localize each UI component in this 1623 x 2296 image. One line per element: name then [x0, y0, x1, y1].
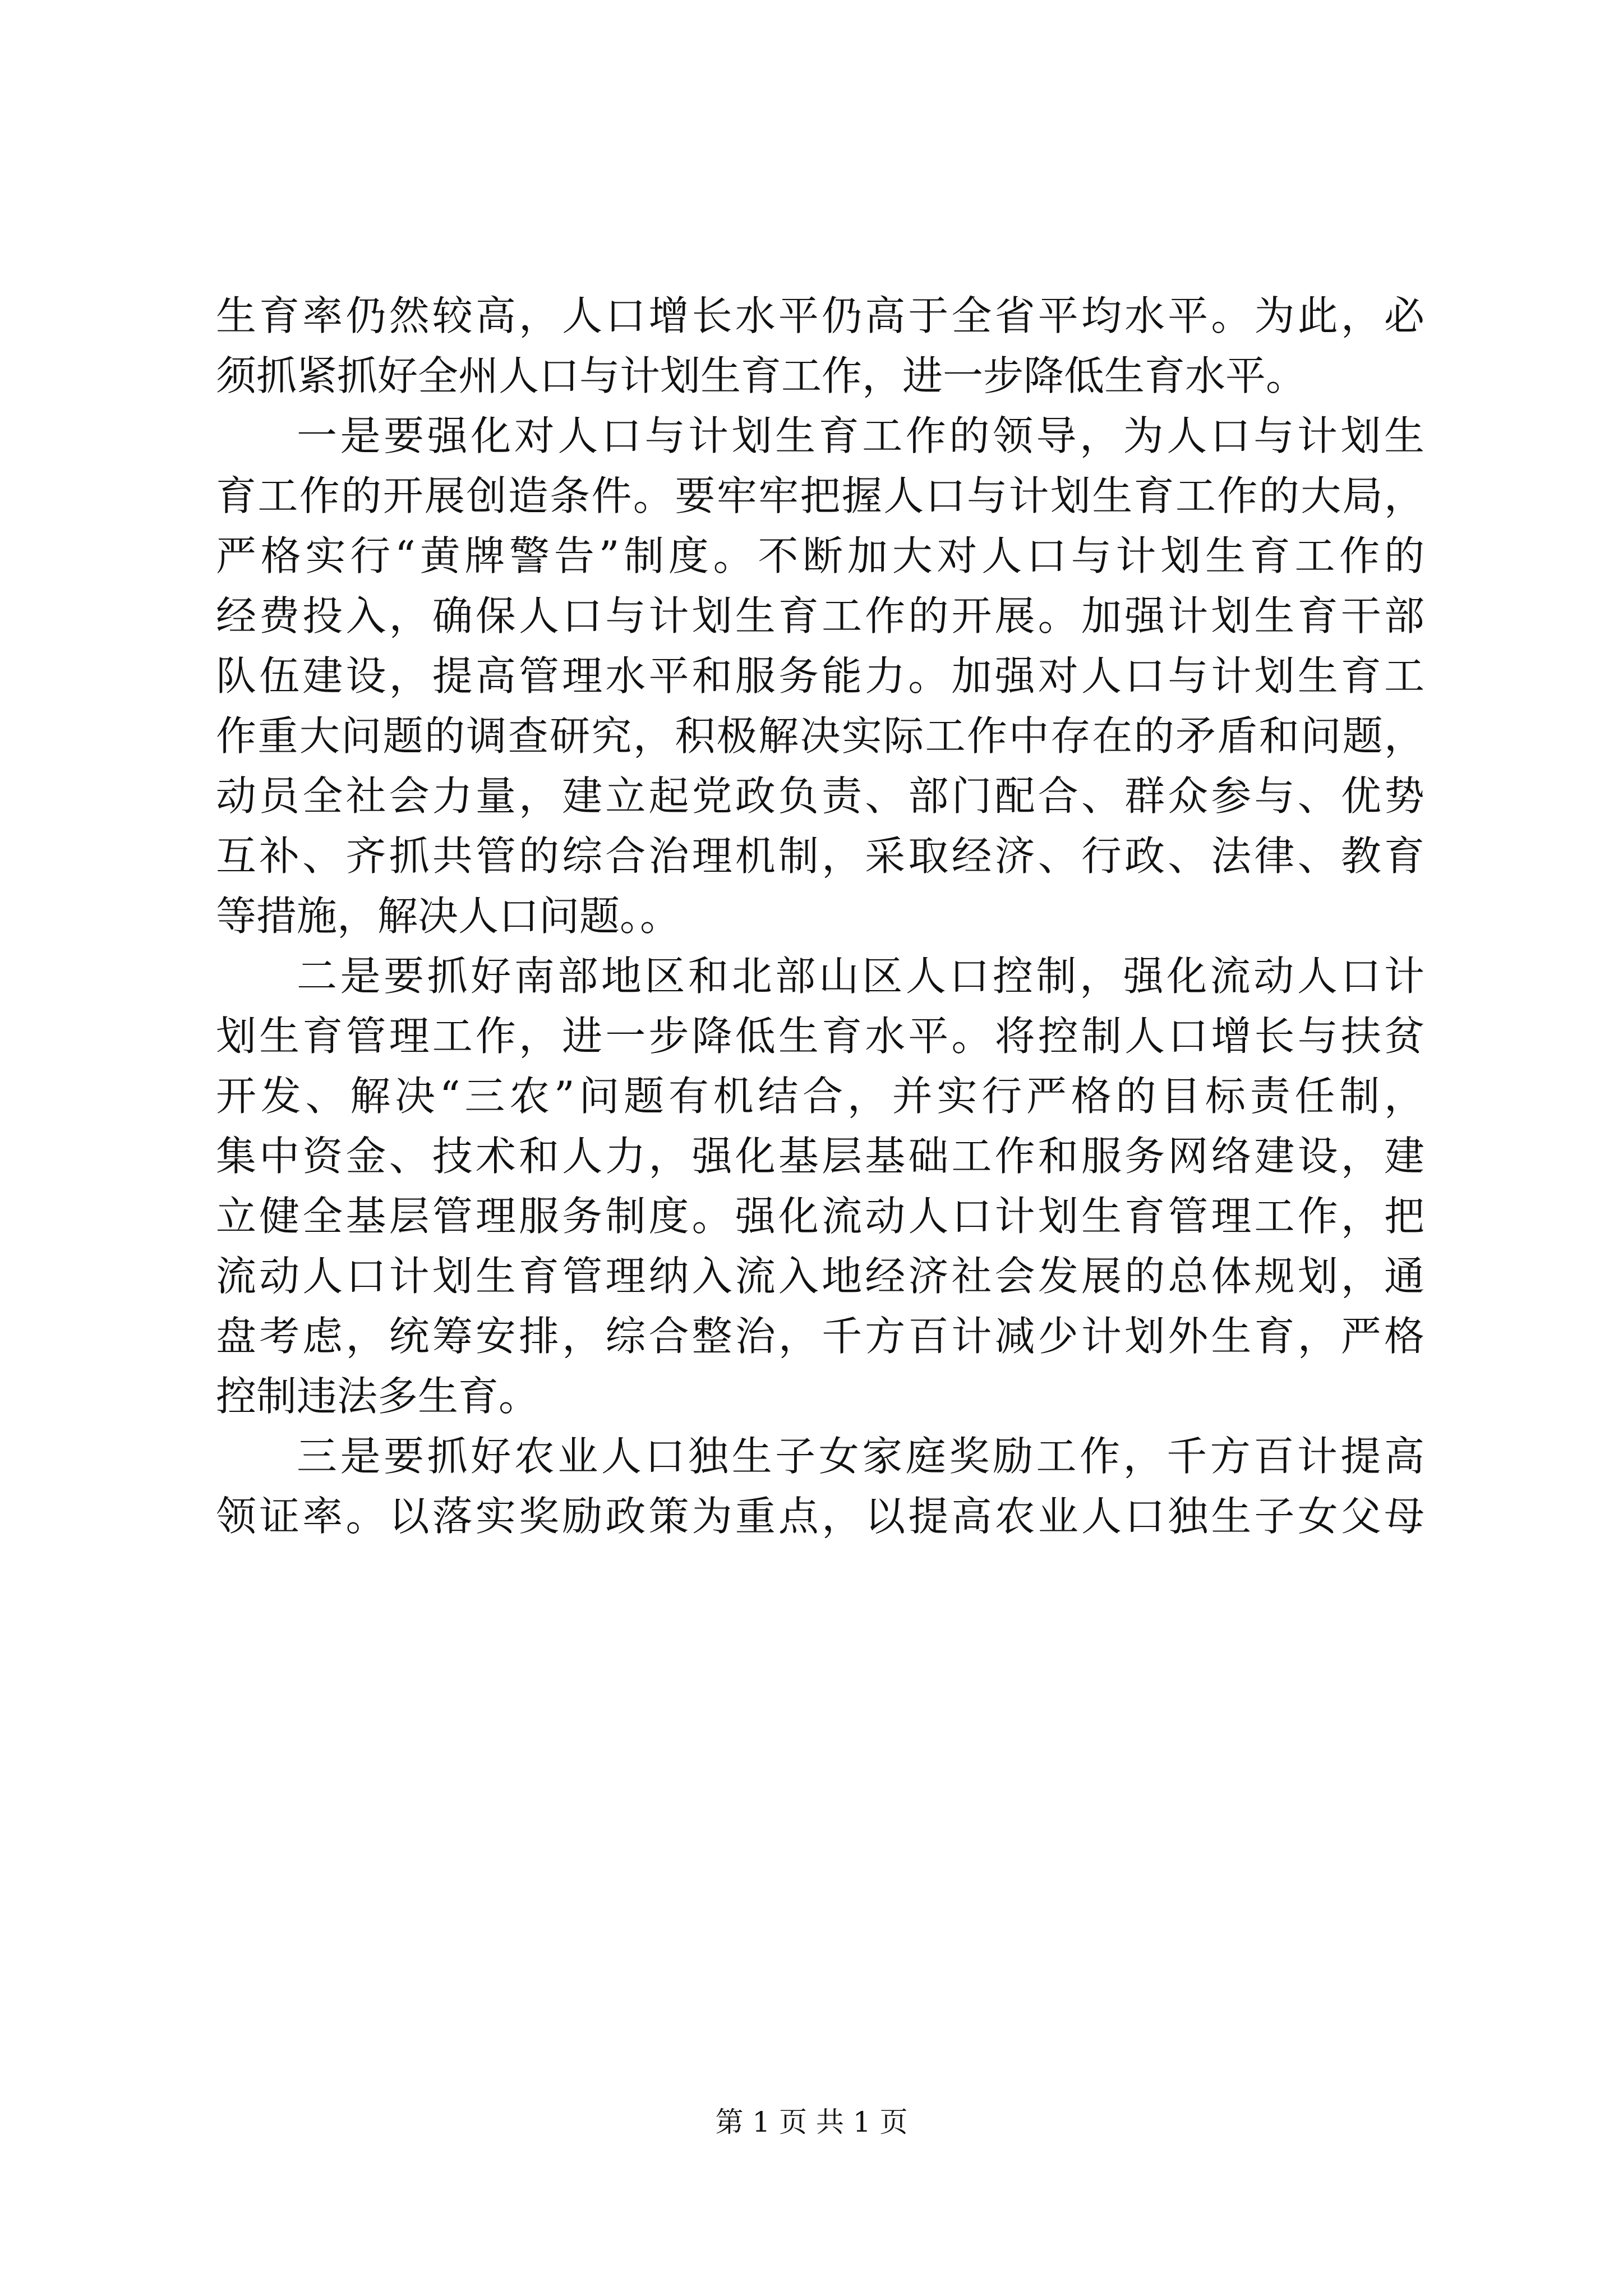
text-line: 开发、解决“三农”问题有机结合，并实行严格的目标责任制， [216, 1073, 1424, 1120]
text-line: 立健全基层管理服务制度。强化流动人口计划生育管理工作，把 [216, 1193, 1424, 1240]
text-line: 领证率。以落实奖励政策为重点，以提高农业人口独生子女父母 [216, 1493, 1424, 1540]
text-line: 须抓紧抓好全州人口与计划生育工作，进一步降低生育水平。 [216, 352, 1307, 399]
text-line: 盘考虑，统筹安排，综合整治，千方百计减少计划外生育，严格 [216, 1313, 1424, 1360]
text-line: 集中资金、技术和人力，强化基层基础工作和服务网络建设，建 [216, 1133, 1424, 1180]
text-line: 作重大问题的调查研究，积极解决实际工作中存在的矛盾和问题， [216, 712, 1424, 760]
text-line: 生育率仍然较高，人口增长水平仍高于全省平均水平。为此，必 [216, 292, 1424, 339]
text-line: 划生育管理工作，进一步降低生育水平。将控制人口增长与扶贫 [216, 1013, 1424, 1060]
page-footer [0, 2102, 1623, 2142]
text-line: 队伍建设，提高管理水平和服务能力。加强对人口与计划生育工 [216, 652, 1424, 700]
text-line: 控制违法多生育。 [216, 1373, 540, 1420]
paragraph-3-first-line: 三是要抓好农业人口独生子女家庭奖励工作，千方百计提高 [297, 1433, 1424, 1480]
paragraph-1-first-line: 一是要强化对人口与计划生育工作的领导，为人口与计划生 [297, 412, 1424, 459]
text-line: 动员全社会力量，建立起党政负责、部门配合、群众参与、优势 [216, 772, 1424, 820]
text-line: 严格实行“黄牌警告”制度。不断加大对人口与计划生育工作的 [216, 532, 1424, 579]
text-line: 互补、齐抓共管的综合治理机制，采取经济、行政、法律、教育 [216, 832, 1424, 880]
text-line: 流动人口计划生育管理纳入流入地经济社会发展的总体规划，通 [216, 1253, 1424, 1300]
text-line: 育工作的开展创造条件。要牢牢把握人口与计划生育工作的大局， [216, 472, 1424, 519]
paragraph-2-first-line: 二是要抓好南部地区和北部山区人口控制，强化流动人口计 [297, 953, 1424, 1000]
document-body [216, 286, 1424, 1547]
page-number-label: 第 1 页 共 1 页 [715, 2106, 908, 2138]
text-line: 等措施，解决人口问题。。 [216, 892, 681, 940]
text-line: 经费投入，确保人口与计划生育工作的开展。加强计划生育干部 [216, 592, 1424, 639]
